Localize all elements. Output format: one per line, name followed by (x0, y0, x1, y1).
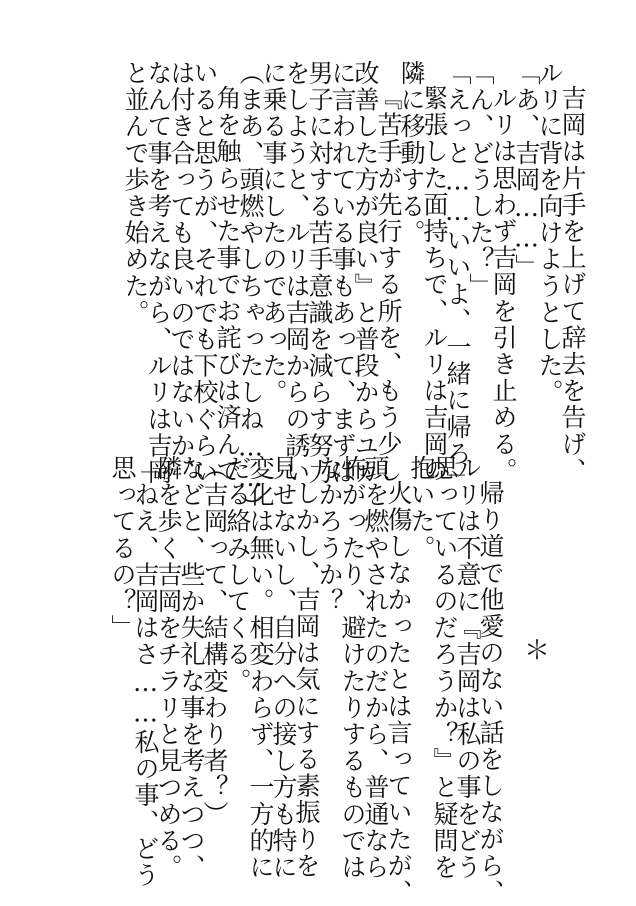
lower-line-7: 怖がったり、避けたりするものでは (338, 455, 367, 881)
upper-line-11: に言われている事もあって、まずは (328, 60, 357, 486)
lower-line-1: 帰り道で他愛のない話をしながら、 (476, 480, 505, 906)
upper-line-7: 緊張した面持ちで、ルリは吉岡の (420, 85, 449, 484)
lower-line-9: しかし、吉岡は気にする素振りを (292, 480, 321, 879)
lower-line-8: なかろうか？ (315, 455, 344, 615)
section-break-asterisk: ＊ (524, 636, 551, 666)
upper-line-13: をしようと、ルリは吉岡からの誘い (282, 60, 311, 486)
upper-line-16: 角を触らせた事でお詫びは済んで (213, 85, 242, 484)
upper-line-1: 吉岡は片手を上げて辞去を告げ、 (558, 85, 587, 484)
lower-line-12: だる絡みしてくる。 (223, 455, 252, 695)
lower-line-2: ルリは不意に『吉岡は私の事をどう (453, 455, 482, 881)
upper-line-15: （まあ、頭燃やしちゃったしね……） (236, 60, 265, 521)
lower-line-4: 抱いた。 (407, 455, 436, 562)
lower-line-14: などと、些か失礼な事を考えつつ、 (177, 455, 206, 881)
upper-line-3: 「あ、吉岡……」 (512, 60, 541, 281)
upper-line-20: と並んで歩き始めた。 (121, 60, 150, 326)
upper-line-4: ルリは思わず吉岡を引き止める。 (489, 85, 518, 484)
upper-line-2: ルリに背を向けようとした。 (535, 60, 564, 406)
upper-line-18: は付き合っても良いのではないか、 (167, 60, 196, 486)
lower-line-16: 「ねえ、吉岡はさ……私の事、どう (131, 455, 160, 889)
lower-line-17: 思ってるの？」 (108, 455, 137, 642)
lower-line-11: 変化は無い。相変わらず、一方的に (246, 455, 275, 881)
upper-line-14: に乗る事にしたのであった。 (259, 60, 288, 406)
lower-line-10: 見せないし、自分への接し方も特に (269, 455, 298, 881)
upper-line-17: いると思うが、それでも下校ぐらい (190, 60, 219, 486)
lower-line-3: 思っているのだろうか？』と疑問を (430, 455, 459, 881)
upper-line-10: 改善した方が良い』と普段からユカ (351, 60, 380, 486)
lower-line-15: 隣を歩く吉岡をチラリと見つめる。 (154, 455, 183, 881)
upper-line-6: 「えっと……いいよ、一緒に帰ろ」 (443, 60, 472, 494)
lower-line-6: 頭を燃やされたのだから、普通なら (361, 455, 390, 881)
upper-line-8: 隣に移動する。 (397, 60, 426, 247)
lower-line-13: （吉岡って、結構変わり者？） (200, 455, 229, 828)
upper-line-19: なんて事を考えながら、ルリは吉岡 (144, 60, 173, 486)
upper-line-9: 『苦手が先行する所を、もう少し (374, 85, 403, 484)
upper-line-5: 「ん、どうした？」 (466, 60, 495, 300)
lower-line-5: 火傷しなかったとは言っていたが、 (384, 480, 413, 906)
upper-line-12: 男子に対する苦手意識を減らす努力 (305, 60, 334, 486)
